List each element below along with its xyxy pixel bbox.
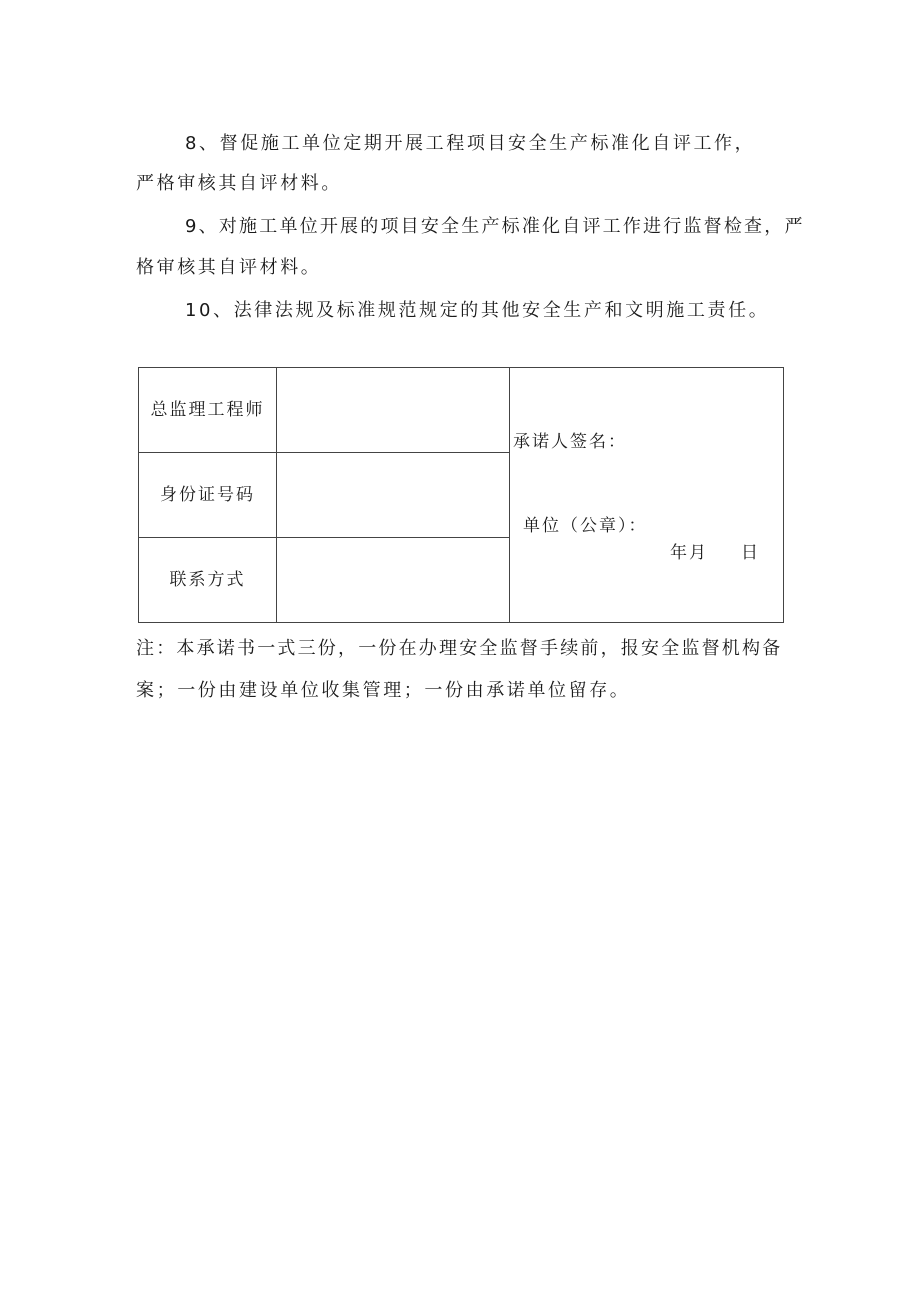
signature-cell[interactable] [510, 368, 784, 623]
unit-seal-label: 单位（公章）： [523, 516, 648, 536]
contact-label: 联系方式 [139, 538, 277, 623]
date-year-month-label: 年月 [670, 543, 708, 563]
paragraph-8-line-1: 8、督促施工单位定期开展工程项目安全生产标准化自评工作， [185, 133, 756, 154]
contact-field[interactable] [277, 538, 510, 623]
date-day-label: 日 [741, 543, 760, 563]
signatory-label: 承诺人签名： [513, 432, 627, 452]
chief-supervisor-field[interactable] [277, 368, 510, 453]
table-row [139, 368, 784, 453]
paragraph-10: 10、法律法规及标准规范规定的其他安全生产和文明施工责任。 [185, 300, 770, 321]
paragraph-9-line-2: 格审核其自评材料。 [136, 257, 322, 278]
id-number-label: 身份证号码 [139, 453, 277, 538]
note-line-1: 注：本承诺书一式三份，一份在办理安全监督手续前，报安全监督机构备 [136, 638, 783, 659]
paragraph-9-line-1: 9、对施工单位开展的项目安全生产标准化自评工作进行监督检查，严 [185, 216, 805, 237]
chief-supervisor-label: 总监理工程师 [139, 368, 277, 453]
paragraph-8-line-2: 严格审核其自评材料。 [136, 173, 342, 194]
note-line-2: 案；一份由建设单位收集管理；一份由承诺单位留存。 [136, 680, 631, 701]
id-number-field[interactable] [277, 453, 510, 538]
signature-table [138, 367, 784, 623]
